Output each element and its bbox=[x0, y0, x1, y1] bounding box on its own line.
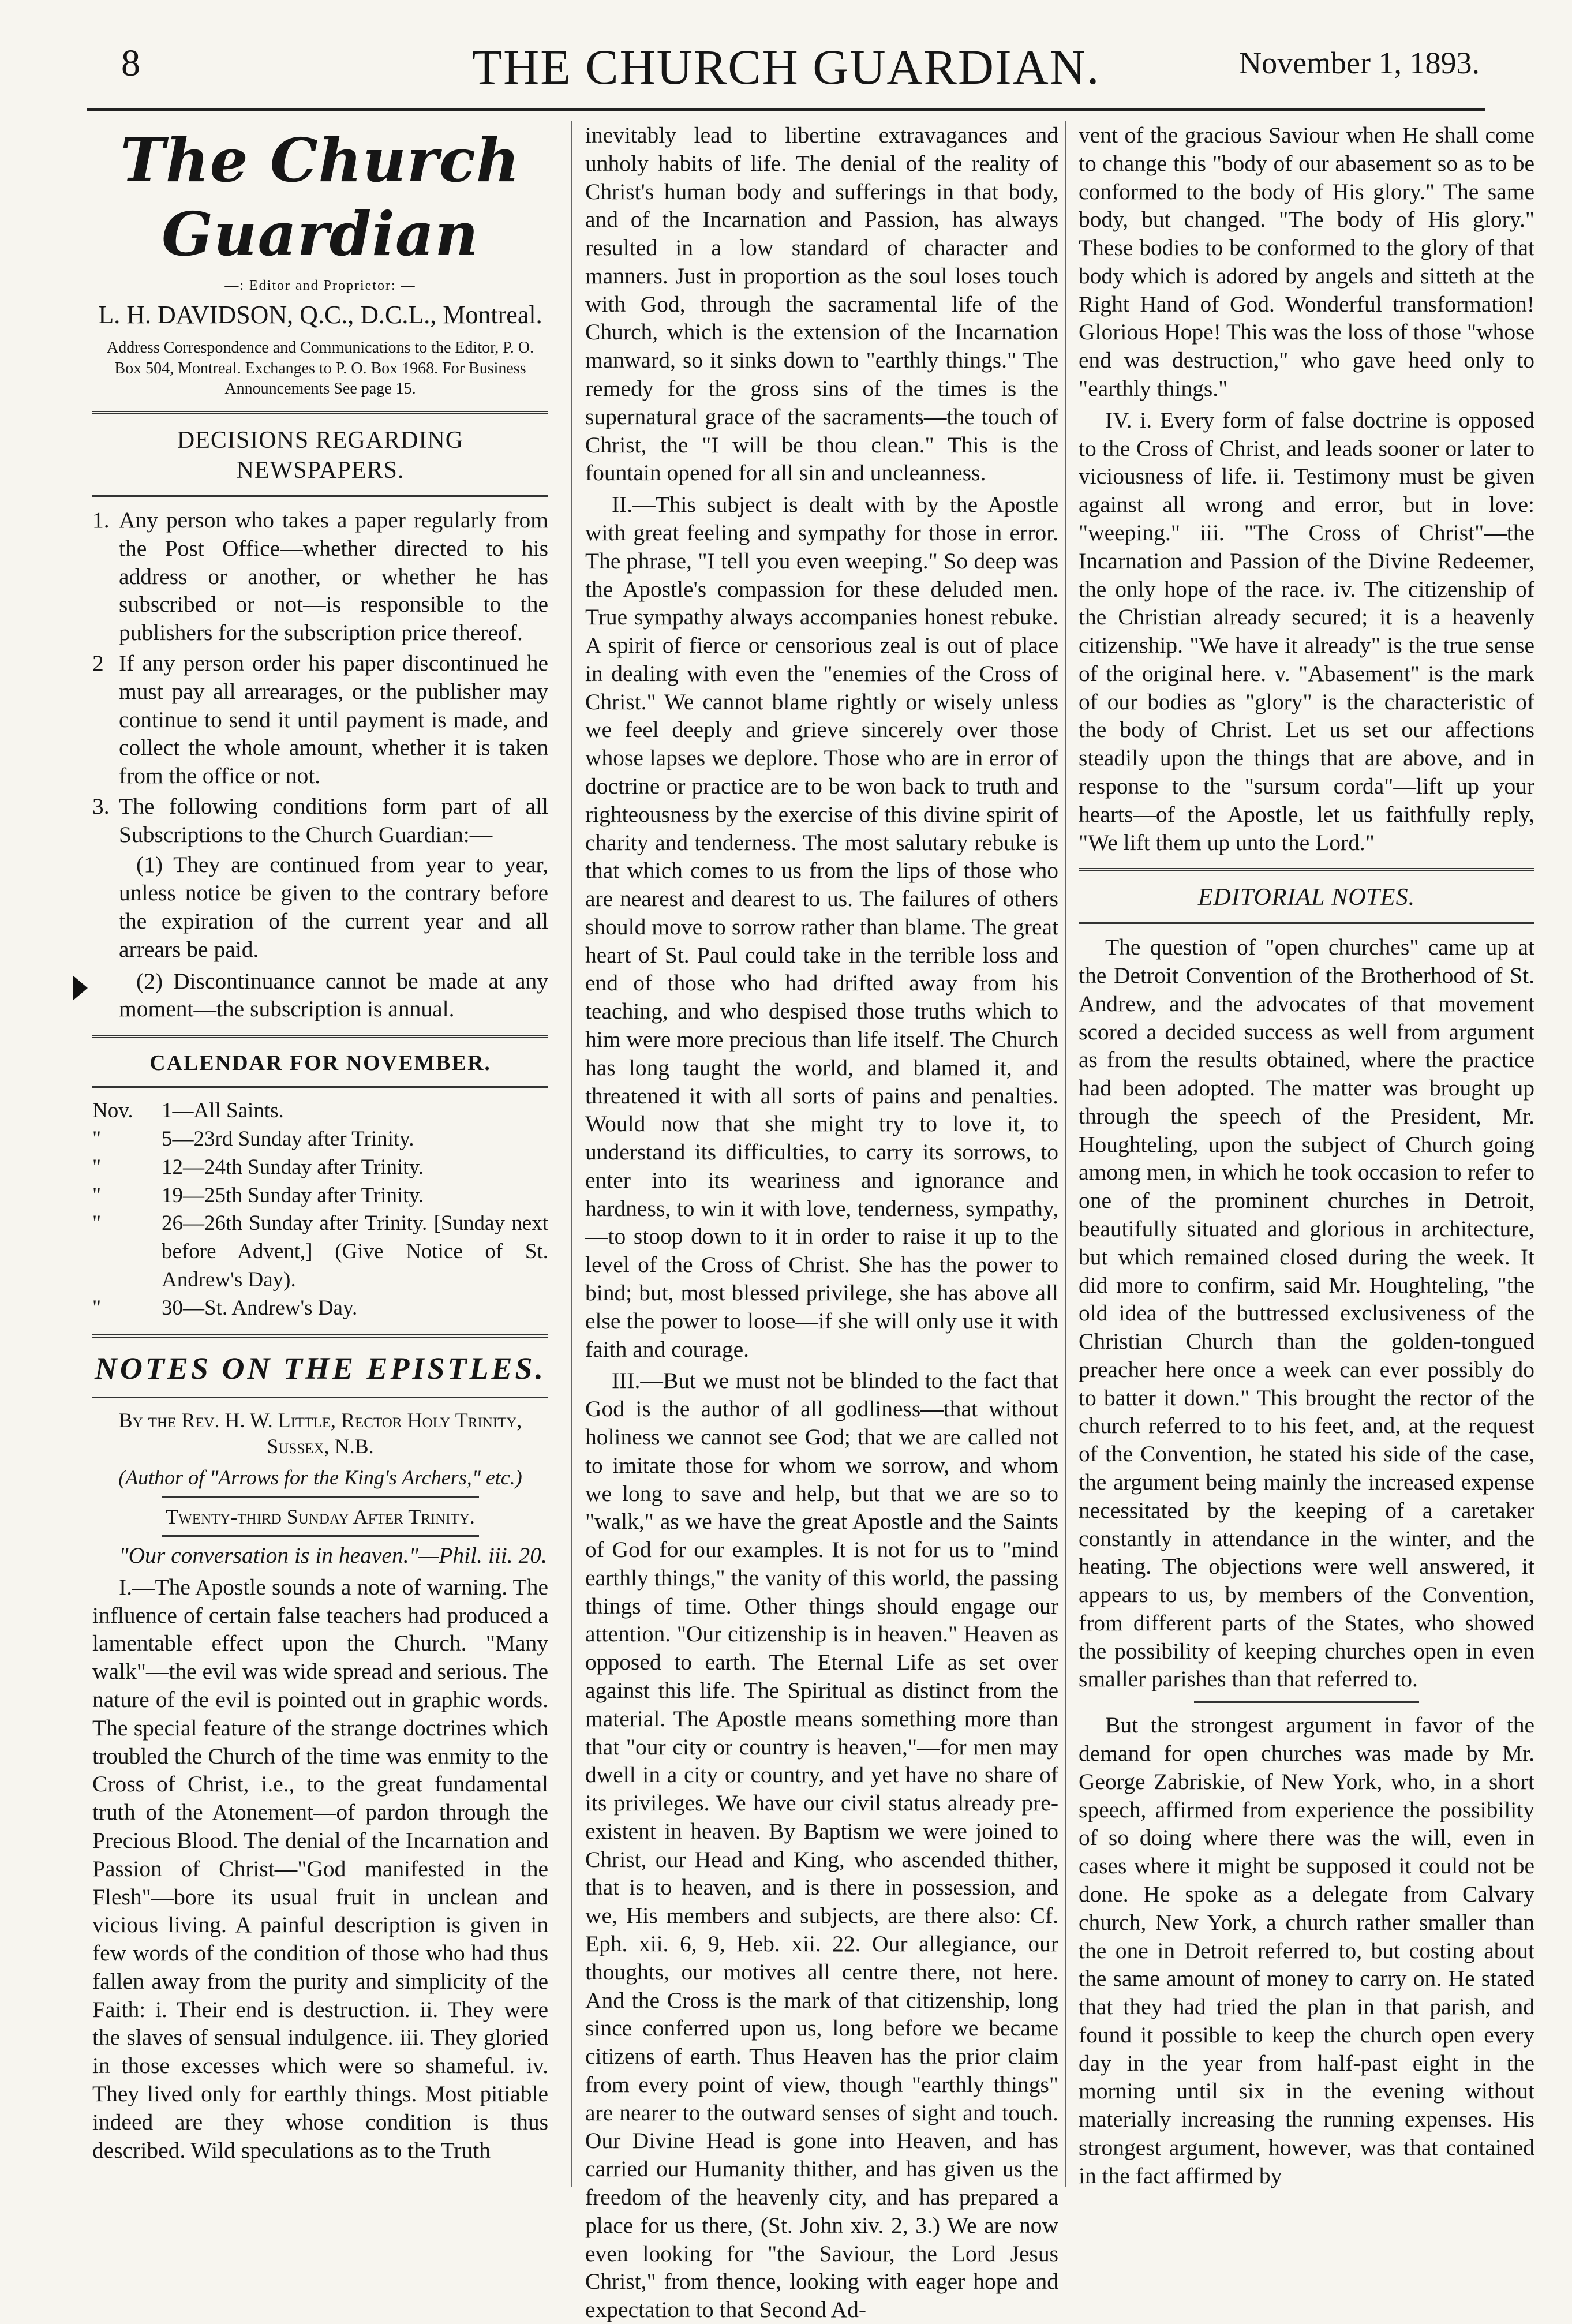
calendar-month: " bbox=[92, 1183, 102, 1207]
divider bbox=[1079, 868, 1534, 871]
editor-name: L. H. DAVIDSON, Q.C., D.C.L., Montreal. bbox=[98, 300, 542, 329]
masthead-title: The Church Guardian bbox=[120, 125, 521, 270]
column-1 bbox=[92, 121, 548, 2187]
epistles-title: NOTES ON THE EPISTLES. bbox=[94, 1350, 547, 1386]
margin-arrow-icon bbox=[73, 975, 88, 1001]
divider bbox=[92, 1086, 548, 1088]
divider bbox=[92, 1035, 548, 1038]
calendar-title: CALENDAR FOR NOVEMBER. bbox=[149, 1051, 491, 1076]
decision-text: If any person order his paper discontinued he must pay all arrearages, or the publisher may continue to send it until payment is made, and collect the whole amount, whether it is taken from the office or not. bbox=[119, 650, 548, 789]
calendar-text: 12—24th Sunday after Trinity. bbox=[162, 1155, 424, 1179]
decision-text: The following conditions form part of all Subscriptions to the Church Guardian:— bbox=[119, 793, 548, 847]
page-header bbox=[87, 22, 1485, 111]
text-reference: "Our conversation is in heaven."—Phil. iii. 20. bbox=[119, 1543, 547, 1569]
paper-title: THE CHURCH GUARDIAN. bbox=[471, 39, 1101, 95]
calendar-month: Nov. bbox=[92, 1099, 133, 1123]
calendar-month: " bbox=[92, 1211, 102, 1236]
decision-text: Any person who takes a paper regularly from the Post Office—whether directed to his address or another, or whether he has subscribed or not—is responsible to the publishers for the subscription price thereof. bbox=[119, 507, 548, 646]
calendar-text: 5—23rd Sunday after Trinity. bbox=[162, 1127, 414, 1151]
article-paragraph: inevitably lead to libertine extravagances and unholy habits of life. The denial of the reality of Christ's human body and sufferings in that body, and of the Incarnation and Passion, has always resulted in a low standard of character and manners. Just in proportion as the soul loses touch with God, through the sacramental life of the Church, which is the extension of the Incarnation manward, so it sinks down to "earthly things." The remedy for the gross sins of the times is the supernatural grace of the sacraments—the touch of Christ, the "I will be thou clean." This is the fountain opened for all sin and uncleanness. bbox=[585, 122, 1058, 486]
calendar-entry bbox=[92, 1125, 548, 1154]
calendar-month: " bbox=[92, 1155, 102, 1179]
divider bbox=[1079, 922, 1534, 924]
calendar-entry bbox=[92, 1154, 548, 1182]
calendar-month: " bbox=[92, 1296, 102, 1320]
divider bbox=[92, 495, 548, 497]
decision-number: 1. bbox=[92, 507, 110, 533]
calendar-text: 30—St. Andrew's Day. bbox=[162, 1296, 358, 1320]
article-paragraph: IV. i. Every form of false doctrine is opposed to the Cross of Christ, and leads sooner or later to viciousness of life. ii. Testimony must be given against all wrong and error, but in love: "weeping." iii. "The Cross of Christ"—the Incarnation and Passion of the Divine Redeemer, the only hope of the race. iv. The citizenship of the Christian already secured; it is a heavenly citizenship. "We have it already" is the true sense of the original here. v. "Abasement" is the mark of our bodies as "glory" is the characteristic of the body of Christ. Let us set our affections steadily upon the things that are above, and in response to the "sursum corda"—lift up your hearts—of the Apostle, let us faithfully reply, "We lift them up unto the Lord." bbox=[1079, 407, 1534, 855]
calendar-text: 1—All Saints. bbox=[162, 1099, 284, 1123]
divider bbox=[92, 411, 548, 414]
editorial-paragraph: But the strongest argument in favor of the demand for open churches was made by Mr. George Zabriskie, of New York, who, in a short speech, affirmed from experience the possibility of so doing where there was the will, even in cases where it might be supposed it could not be done. He spoke as a delegate from Calvary church, New York, a church rather smaller than the one in Detroit referred to, but costing about the same amount of money to carry on. He stated that they had tried the plan in that parish, and found it possible to keep the church open every day in the year from half-past eight in the morning until six in the evening without materially increasing the running expenses. His strongest argument, however, was that contained in the fact affirmed by bbox=[1079, 1712, 1534, 2188]
decision-item bbox=[92, 506, 548, 647]
calendar-entry bbox=[92, 1294, 548, 1323]
editorial-title: EDITORIAL NOTES. bbox=[1197, 884, 1416, 911]
editorial-paragraph: The question of "open churches" came up at the Detroit Convention of the Brotherhood of St. Andrew, and the advocates of that movement scored a decided success as well from argument as from the results obtained, where the practice had been adopted. The matter was brought up through the speech of the President, Mr. Houghteling, upon the subject of Church going among men, in which he took occasion to refer to one of the prominent churches in Detroit, beautifully situated and glorious in architecture, but which remained closed during the week. It did more to confirm, said Mr. Houghteling, "the old idea of the buttressed exclusiveness of the Christian Church than the golden-tongued preacher here once a week can ever possibly do to batter it down." This brought the rector of the church referred to to his feet, and, at the request of the Convention, he stated his side of the case, the argument being mainly the increased expense necessitated by the keeping of a caretaker constantly in attendance in the winter, and the heating. The objections were well answered, it appears to us, by members of the Convention, from different parts of the States, who showed the possibility of keeping churches open in even smaller parishes than that referred to. bbox=[1079, 934, 1534, 1692]
calendar-entry bbox=[92, 1210, 548, 1294]
byline: By the Rev. H. W. Little, Rector Holy Trinity, Sussex, N.B. bbox=[118, 1409, 522, 1458]
decision-item bbox=[92, 649, 548, 790]
article-paragraph: I.—The Apostle sounds a note of warning. The influence of certain false teachers had produced a lamentable effect upon the Church. "Many walk"—the evil was wide spread and serious. The nature of the evil is pointed out in graphic words. The special feature of the strange doctrines which troubled the Church of the time was enmity to the Cross of Christ, i.e., to the great fundamental truth of the Atonement—of pardon through the Precious Blood. The denial of the Incarnation and Passion of Christ—"God manifested in the Flesh"—bore its usual fruit in unclean and vicious living. A painful description is given in few words of the condition of those who had thus fallen away from the purity and simplicity of the Faith: i. Their end is destruction. ii. They were the slaves of sensual indulgence. iii. They gloried in those excesses which were so shameful. iv. They lived only for earthly things. Most pitiable indeed are they whose condition is thus described. Wild speculations as to the Truth bbox=[92, 1574, 548, 2163]
article-paragraph: III.—But we must not be blinded to the fact that God is the author of all godliness—that without holiness we cannot see God; that we are called not to imitate those for whom we sorrow, and whom we long to save and help, but that we are so to "walk," as we have the great Apostle and the Saints of God for our examples. It is not for us to "mind earthly things," the vanity of this world, the passing things of time. Other things should engage our attention. "Our citizenship is in heaven." Heaven as opposed to earth. The Eternal Life as set over against this life. The Spiritual as distinct from the material. The Apostle means something more than that "our city or country is heaven,"—for men may dwell in a city or country, and yet have no share of its privileges. We have our civil status already pre-existent in heaven. By Baptism we were joined to Christ, our Head and King, who ascended thither, that is to heaven, and is there in possession, and we, His members and subjects, are there also: Cf. Eph. xii. 6, 9, Heb. xii. 22. Our allegiance, our thoughts, our motives all centre there, not here. And the Cross is the mark of that citizenship, long since conferred upon us, long before we became citizens of earth. Thus Heaven has the prior claim from every point of view, though "earthly things" are nearer to the outward senses of sight and touch. Our Divine Head is gone into Heaven, and has carried our Humanity thither, and has given us the freedom of the heavenly city, and has prepared a place for us there, (St. John xiv. 2, 3.) We are now even looking for "the Saviour, the Lord Jesus Christ," from thence, looking with eager hope and expectation to that Second Ad- bbox=[585, 1368, 1058, 2323]
decisions-title: DECISIONS REGARDING NEWSPAPERS. bbox=[177, 427, 464, 484]
page-number: 8 bbox=[121, 42, 140, 84]
column-2 bbox=[571, 121, 1058, 2323]
divider bbox=[92, 1397, 548, 1398]
calendar-entry bbox=[92, 1097, 548, 1125]
sunday-heading: Twenty-third Sunday After Trinity. bbox=[166, 1505, 475, 1528]
calendar-month: " bbox=[92, 1127, 102, 1151]
calendar-text: 26—26th Sunday after Trinity. [Sunday next before Advent,] (Give Notice of St. Andrew's Day). bbox=[162, 1211, 548, 1292]
divider bbox=[1194, 1701, 1419, 1703]
column-3 bbox=[1065, 121, 1534, 2187]
author-note: (Author of "Arrows for the King's Archers," etc.) bbox=[118, 1466, 522, 1490]
divider bbox=[162, 1535, 479, 1537]
editor-label: —: Editor and Proprietor: — bbox=[224, 278, 416, 293]
decision-sub-item: (1) They are continued from year to year, unless notice be given to the contrary before the expiration of the current year and all arrears be paid. bbox=[119, 852, 548, 962]
decision-number: 2 bbox=[92, 650, 104, 676]
address-note: Address Correspondence and Communications to the Editor, P. O. Box 504, Montreal. Exchanges to P. O. Box 1968. For Business Announcements See page 15. bbox=[107, 338, 534, 398]
issue-date: November 1, 1893. bbox=[1239, 46, 1480, 80]
calendar-text: 19—25th Sunday after Trinity. bbox=[162, 1183, 424, 1207]
divider bbox=[162, 1496, 479, 1498]
decision-item bbox=[92, 792, 548, 849]
decision-number: 3. bbox=[92, 793, 110, 819]
decision-sub-item: (2) Discontinuance cannot be made at any moment—the subscription is annual. bbox=[119, 968, 548, 1022]
calendar-entry bbox=[92, 1182, 548, 1210]
article-paragraph: vent of the gracious Saviour when He shall come to change this "body of our abasement so as to be conformed to the body of His glory." The same body, but changed. "The body of His glory." These bodies to be conformed to the glory of that body which is adored by angels and sitteth at the Right Hand of God. Wonderful transformation! Glorious Hope! This was the loss of those "whose end was destruction," who gave heed only to "earthly things." bbox=[1079, 122, 1534, 402]
article-paragraph: II.—This subject is dealt with by the Apostle with great feeling and sympathy for those in error. The phrase, "I tell you even weeping." So deep was the Apostle's compassion for these deluded men. True sympathy always accompanies honest rebuke. A spirit of fierce or censorious zeal is out of place in dealing with even the "enemies of the Cross of Christ." We cannot blame rightly or wisely unless we feel deeply and grieve sincerely over those whose lapses we deplore. Those who are in error of doctrine or practice are to be won back to truth and righteousness by the exercise of this divine spirit of charity and tenderness. The most salutary rebuke is that which comes to us from the lips of those who are nearest and dearest to us. The failures of others should move to sorrow rather than blame. The great heart of St. Paul could take in the terrible loss and end of those who had drifted away from his teaching, and who despised those truths which to him were more precious than life itself. The Church has long taught the world, and blamed it, and threatened it with all sorts of pains and penalties. Would now that she might try to love it, to understand its difficulties, to carry its sorrows, to enter into its weariness and ignorance and hardness, to win it with love, tenderness, sympathy,—to stoop down to it in order to raise it up to the level of the Cross of Christ. She has the power to bind; but, most blessed privilege, she has above all else the power to loose—if she will only use it with faith and courage. bbox=[585, 492, 1058, 1362]
divider bbox=[92, 1334, 548, 1338]
